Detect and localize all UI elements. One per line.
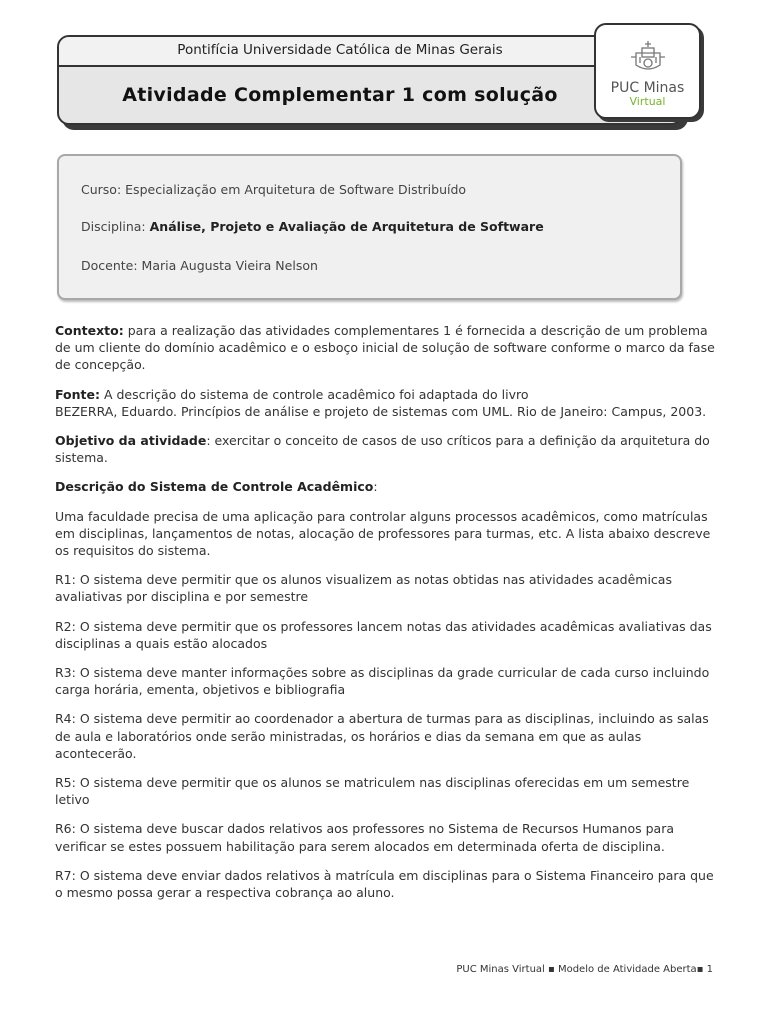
puc-minas-logo [594, 23, 701, 119]
fonte-paragraph [55, 386, 715, 420]
curso-label: Curso: [81, 182, 122, 197]
header-box [57, 35, 683, 125]
crest-icon [596, 39, 699, 79]
disciplina-label: Disciplina: [81, 219, 146, 234]
page-title: Atividade Complementar 1 com solução [122, 84, 558, 106]
logo-subtitle: Virtual [629, 95, 666, 108]
contexto-paragraph [55, 322, 715, 374]
fonte-text-1: A descrição do sistema de controle acadêmico foi adaptada do livro [103, 386, 529, 402]
curso-line [81, 182, 466, 197]
requirement-r4: R4: O sistema deve permitir ao coordenador a abertura de turmas para as disciplinas, incluindo as salas de aula e laboratórios onde serão ministradas, os horários e dias da semana em que as aulas acontecerão. [55, 711, 709, 761]
descricao-label: Descrição do Sistema de Controle Acadêmico [55, 479, 374, 495]
university-name: Pontifícia Universidade Católica de Minas Gerais [59, 37, 681, 67]
document-body [55, 322, 715, 913]
disciplina-line [81, 219, 544, 234]
fonte-text-2: BEZERRA, Eduardo. Princípios de análise e projeto de sistemas com UML. Rio de Janeiro: Campus, 2003. [55, 403, 707, 419]
requirement-r6: R6: O sistema deve buscar dados relativos aos professores no Sistema de Recursos Humanos para verificar se estes possuem habilitação para serem alocados em determinada oferta de disciplina. [55, 821, 675, 854]
requirement-r1: R1: O sistema deve permitir que os alunos visualizem as notas obtidas nas atividades acadêmicas avaliativas por disciplina e por semestre [55, 572, 672, 605]
disciplina-value: Análise, Projeto e Avaliação de Arquitetura de Software [149, 219, 544, 234]
docente-value: Maria Augusta Vieira Nelson [141, 258, 318, 273]
logo-name: PUC Minas [610, 80, 685, 96]
contexto-text: para a realização das atividades complementares 1 é fornecida a descrição de um problema de um cliente do domínio acadêmico e o esboço inicial de solução de software conforme o marco da fase de concepção. [55, 323, 715, 373]
requirement-r5: R5: O sistema deve permitir que os alunos se matriculem nas disciplinas oferecidas em um semestre letivo [55, 775, 690, 808]
objetivo-paragraph [55, 432, 715, 466]
fonte-label: Fonte: [55, 386, 100, 402]
course-info-box [57, 154, 682, 300]
descricao-heading [55, 478, 715, 495]
objetivo-text: : exercitar o conceito de casos de uso críticos para a definição da arquitetura do sistema. [55, 433, 710, 466]
curso-value: Especialização em Arquitetura de Software Distribuído [125, 182, 467, 197]
page-footer: PUC Minas Virtual ▪ Modelo de Atividade Aberta▪ 1 [456, 964, 713, 975]
docente-label: Docente: [81, 258, 138, 273]
contexto-label: Contexto: [55, 323, 124, 338]
requirement-r2: R2: O sistema deve permitir que os professores lancem notas das atividades acadêmicas avaliativas das disciplinas a quais estão alocados [55, 618, 712, 651]
docente-line [81, 258, 318, 273]
requirement-r3: R3: O sistema deve manter informações sobre as disciplinas da grade curricular de cada curso incluindo carga horária, ementa, objetivos e bibliografia [55, 665, 710, 698]
intro-paragraph: Uma faculdade precisa de uma aplicação para controlar alguns processos acadêmicos, como matrículas em disciplinas, lançamentos de notas, alocação de professores para turmas, etc. A lista abaixo descreve os requisitos do sistema. [55, 508, 711, 559]
requirement-r7: R7: O sistema deve enviar dados relativos à matrícula em disciplinas para o Sistema Financeiro para que o mesmo possa gerar a respectiva cobrança ao aluno. [55, 867, 714, 901]
descricao-colon: : [373, 479, 378, 495]
objetivo-label: Objetivo da atividade [55, 433, 207, 449]
